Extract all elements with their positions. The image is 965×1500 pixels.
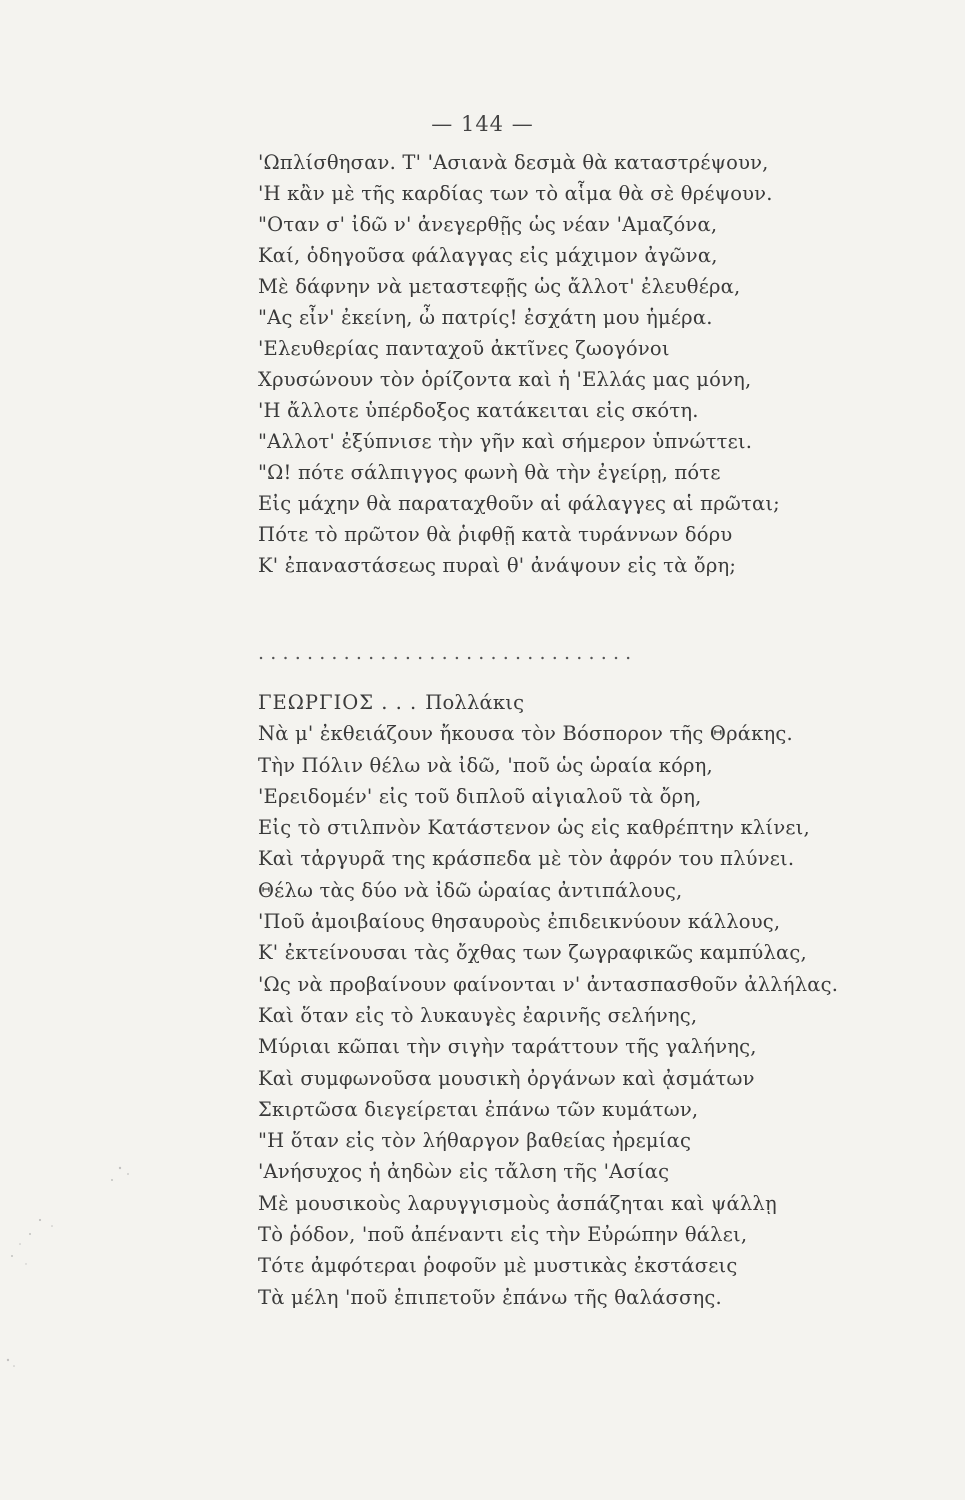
verse-line: Νὰ μ' ἐκθειάζουν ἤκουσα τὸν Βόσπορον τῆς Θράκης.	[258, 722, 793, 746]
speaker-line	[258, 687, 858, 718]
verse-line: Πότε τὸ πρῶτον θὰ ῥιφθῇ κατὰ τυράννων δόρυ	[258, 523, 733, 546]
verse-line: Σκιρτῶσα διεγείρεται ἐπάνω τῶν κυμάτων,	[258, 1097, 699, 1121]
verse-line: 'Ποῦ ἀμοιβαίους θησαυροὺς ἐπιδεικνύουν κάλλους,	[258, 910, 781, 934]
verse-line: 'Ωπλίσθησαν. Τ' 'Ασιανὰ δεσμὰ θὰ καταστρέψουν,	[258, 151, 769, 174]
dotted-separator: ...............................	[258, 642, 638, 664]
verse-line: Χρυσώνουν τὸν ὁρίζοντα καὶ ἡ 'Ελλάς μας μόνη,	[258, 368, 752, 391]
paper-specks	[0, 1160, 180, 1380]
verse-line: 'Ερειδομέν' εἰς τοῦ διπλοῦ αἰγιαλοῦ τὰ ὄρη,	[258, 784, 702, 808]
verse-line: Καί, ὁδηγοῦσα φάλαγγας εἰς μάχιμον ἀγῶνα,	[258, 244, 718, 267]
verse-line: Κ' ἐκτείνουσαι τὰς ὄχθας των ζωγραφικῶς καμπύλας,	[258, 941, 807, 965]
verse-line: Καὶ τἀργυρᾶ της κράσπεδα μὲ τὸν ἀφρόν του πλύνει.	[258, 847, 795, 871]
verse-line: "Ω! πότε σάλπιγγος φωνὴ θὰ τὴν ἐγείρῃ, πότε	[258, 461, 721, 484]
verse-line: Καὶ ὅταν εἰς τὸ λυκαυγὲς ἐαρινῆς σελήνης,	[258, 1003, 698, 1027]
stanza-2	[258, 687, 858, 1313]
verse-line: "Οταν σ' ἰδῶ ν' ἀνεγερθῇς ὡς νέαν 'Αμαζόνα,	[258, 213, 718, 236]
speaker-name: ΓΕΩΡΓΙΟΣ . . .	[258, 691, 418, 714]
verse-line: "Ας εἶν' ἐκείνη, ὦ πατρίς! ἐσχάτη μου ἡμέρα.	[258, 306, 713, 329]
verse-line: Εἰς τὸ στιλπνὸν Κατάστενον ὡς εἰς καθρέπτην κλίνει,	[258, 816, 810, 840]
verse-line: 'Ανήσυχος ἡ ἀηδὼν εἰς τἄλση τῆς 'Ασίας	[258, 1160, 670, 1184]
verse-line: "Η ὅταν εἰς τὸν λήθαργον βαθείας ἠρεμίας	[258, 1129, 692, 1153]
verse-line: Μὲ δάφνην νὰ μεταστεφῇς ὡς ἄλλοτ' ἐλευθέρα,	[258, 275, 741, 298]
verse-line: Καὶ συμφωνοῦσα μουσικὴ ὀργάνων καὶ ᾀσμάτων	[258, 1066, 755, 1090]
verse-line: Μύριαι κῶπαι τὴν σιγὴν ταράττουν τῆς γαλήνης,	[258, 1035, 757, 1059]
verse-line: 'Ως νὰ προβαίνουν φαίνονται ν' ἀντασπασθοῦν ἀλλήλας.	[258, 972, 839, 996]
verse-line: Τὸ ῥόδον, 'ποῦ ἀπέναντι εἰς τὴν Εὐρώπην θάλει,	[258, 1223, 748, 1247]
verse-line: Μὲ μουσικοὺς λαρυγγισμοὺς ἀσπάζηται καὶ ψάλλῃ	[258, 1191, 777, 1215]
verse-line: Εἰς μάχην θὰ παραταχθοῦν αἱ φάλαγγες αἱ πρῶται;	[258, 492, 780, 515]
verse-line: Τὰ μέλη 'ποῦ ἐπιπετοῦν ἐπάνω τῆς θαλάσσης.	[258, 1285, 722, 1309]
verse-line: 'Η κἂν μὲ τῆς καρδίας των τὸ αἷμα θὰ σὲ θρέψουν.	[258, 182, 773, 205]
verse-line: "Αλλοτ' ἐξύπνισε τὴν γῆν καὶ σήμερον ὑπνώττει.	[258, 430, 753, 453]
verse-line: Τὴν Πόλιν θέλω νὰ ἰδῶ, 'ποῦ ὡς ὡραία κόρη,	[258, 753, 713, 777]
verse-line: 'Ελευθερίας πανταχοῦ ἀκτῖνες ζωογόνοι	[258, 337, 670, 360]
verse-line: Θέλω τὰς δύο νὰ ἰδῶ ὡραίας ἀντιπάλους,	[258, 878, 683, 902]
verse-line: Κ' ἐπαναστάσεως πυραὶ θ' ἀνάψουν εἰς τὰ ὄρη;	[258, 554, 737, 577]
verse-fragment: Πολλάκις	[425, 691, 525, 714]
stanza-1	[258, 147, 858, 581]
page-number: — 144 —	[431, 112, 534, 136]
verse-line: Τότε ἀμφότεραι ῥοφοῦν μὲ μυστικὰς ἐκστάσεις	[258, 1254, 738, 1278]
verse-line: 'Η ἄλλοτε ὑπέρδοξος κατάκειται εἰς σκότη.	[258, 399, 699, 422]
